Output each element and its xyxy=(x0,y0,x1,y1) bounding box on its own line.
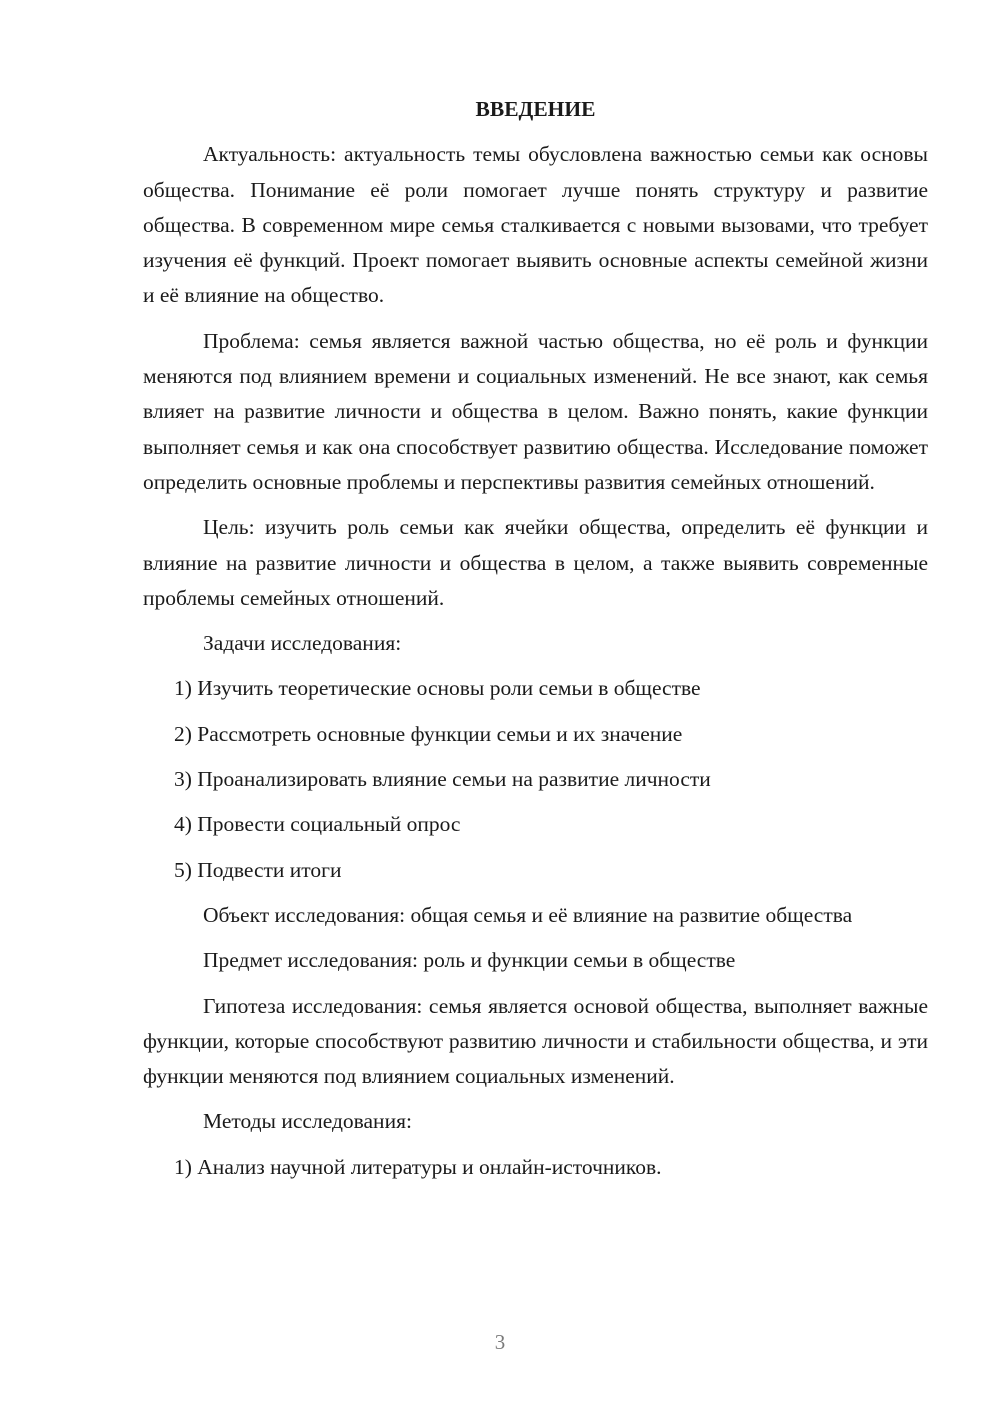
list-item: 3) Проанализировать влияние семьи на развитие личности xyxy=(174,767,711,792)
list-item: 2) Рассмотреть основные функции семьи и их значение xyxy=(174,721,683,746)
methods-list xyxy=(143,1150,928,1185)
methods-heading: Методы исследования: xyxy=(203,1109,412,1134)
list-item: 1) Анализ научной литературы и онлайн-источников. xyxy=(174,1154,662,1179)
paragraph-object: Объект исследования: общая семья и её влияние на развитие общества xyxy=(203,902,853,927)
paragraph-subject: Предмет исследования: роль и функции семьи в обществе xyxy=(203,948,736,973)
paragraph-relevance: Актуальность: актуальность темы обусловлена важностью семьи как основы общества. Понимание её роли помогает лучше понять структуру и развитие общества. В современном мире семья сталкивается с новыми вызовами, что требует изучения её функций. Проект помогает выявить основные аспекты семейной жизни и её влияние на общество. xyxy=(143,142,928,308)
list-item: 1) Изучить теоретические основы роли семьи в обществе xyxy=(174,676,701,701)
page-number: 3 xyxy=(494,1330,506,1354)
list-item: 5) Подвести итоги xyxy=(174,857,342,882)
paragraph-hypothesis: Гипотеза исследования: семья является основой общества, выполняет важные функции, которые способствуют развитию личности и стабильности общества, и эти функции меняются под влиянием социальных изменений. xyxy=(143,993,928,1089)
tasks-list xyxy=(143,671,928,887)
tasks-heading: Задачи исследования: xyxy=(203,631,402,656)
list-item: 4) Провести социальный опрос xyxy=(174,812,461,837)
paragraph-goal: Цель: изучить роль семьи как ячейки общества, определить её функции и влияние на развитие личности и общества в целом, а также выявить современные проблемы семейных отношений. xyxy=(143,515,928,610)
page-title: ВВЕДЕНИЕ xyxy=(475,97,596,121)
paragraph-problem: Проблема: семья является важной частью общества, но её роль и функции меняются под влиянием времени и социальных изменений. Не все знают, как семья влияет на развитие личности и общества в целом. Важно понять, какие функции выполняет семья и как она способствует развитию общества. Исследование поможет определить основные проблемы и перспективы развития семейных отношений. xyxy=(143,328,928,494)
document-page xyxy=(143,92,928,1195)
